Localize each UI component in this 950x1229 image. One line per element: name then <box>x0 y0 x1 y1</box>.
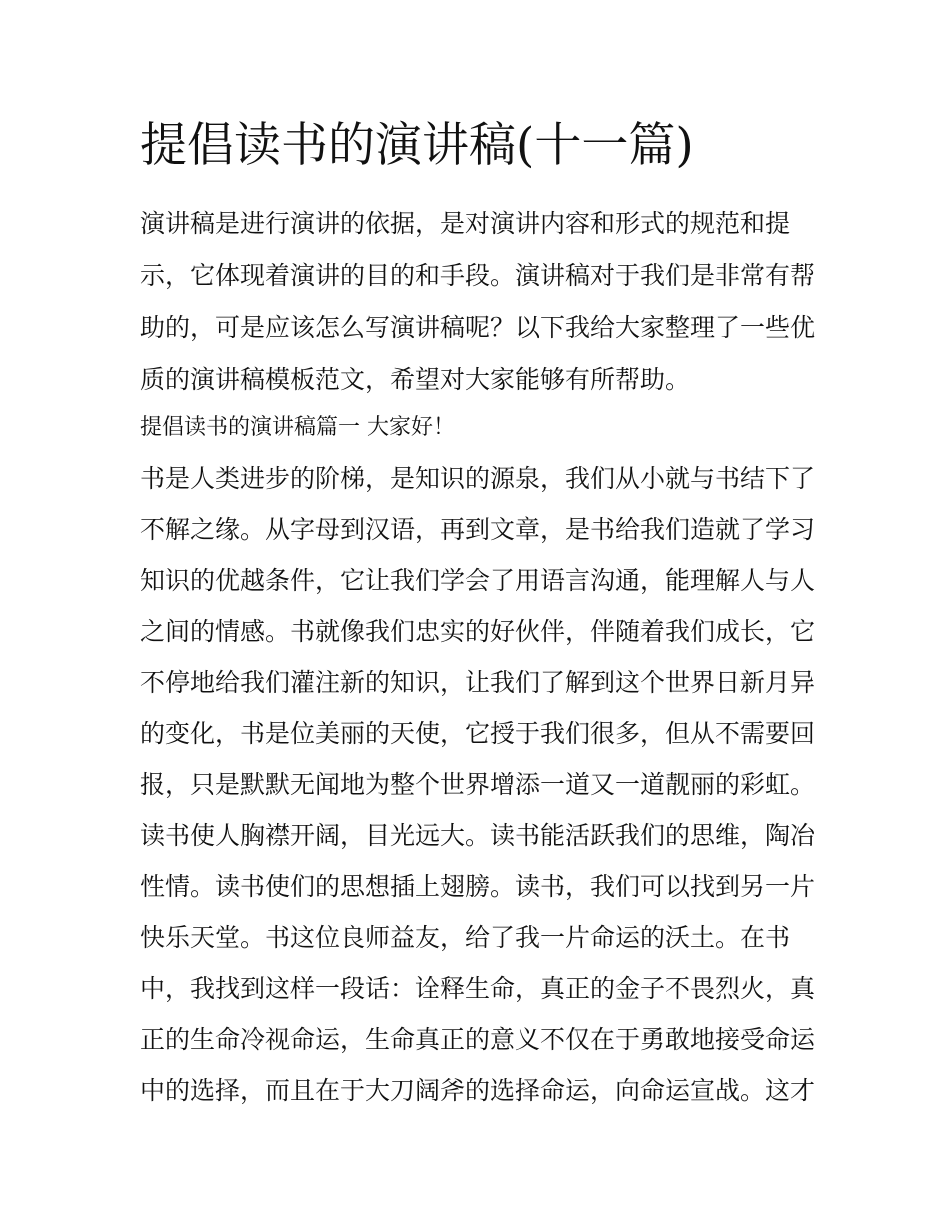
body-line-2: 不解之缘。从字母到汉语，再到文章，是书给我们造就了学习 <box>140 515 816 544</box>
body-line-3: 知识的优越条件，它让我们学会了用语言沟通，能理解人与人 <box>140 566 816 595</box>
body-line-11: 中，我找到这样一段话：诠释生命，真正的金子不畏烈火，真 <box>140 974 816 1003</box>
body-line-8: 读书使人胸襟开阔，目光远大。读书能活跃我们的思维，陶冶 <box>140 821 816 850</box>
body-line-13: 中的选择，而且在于大刀阔斧的选择命运，向命运宣战。这才 <box>140 1076 816 1105</box>
body-line-12: 正的生命冷视命运，生命真正的意义不仅在于勇敢地接受命运 <box>140 1025 816 1054</box>
body-line-9: 性情。读书使们的思想插上翅膀。读书，我们可以找到另一片 <box>140 872 816 901</box>
document-title: 提倡读书的演讲稿(十一篇) <box>140 118 694 173</box>
body-line-1: 书是人类进步的阶梯，是知识的源泉，我们从小就与书结下了 <box>140 464 816 493</box>
body-line-7: 报，只是默默无闻地为整个世界增添一道又一道靓丽的彩虹。 <box>140 770 816 799</box>
section-heading: 提倡读书的演讲稿篇一 大家好！ <box>140 415 455 440</box>
body-line-6: 的变化，书是位美丽的天使，它授于我们很多，但从不需要回 <box>140 719 816 748</box>
body-line-10: 快乐天堂。书这位良师益友，给了我一片命运的沃土。在书 <box>140 923 791 952</box>
intro-line-4: 质的演讲稿模板范文，希望对大家能够有所帮助。 <box>140 365 691 394</box>
body-line-4: 之间的情感。书就像我们忠实的好伙伴，伴随着我们成长，它 <box>140 617 816 646</box>
intro-line-2: 示，它体现着演讲的目的和手段。演讲稿对于我们是非常有帮 <box>140 261 816 290</box>
intro-line-1: 演讲稿是进行演讲的依据，是对演讲内容和形式的规范和提 <box>140 209 791 238</box>
intro-line-3: 助的，可是应该怎么写演讲稿呢？以下我给大家整理了一些优 <box>140 313 816 342</box>
body-line-5: 不停地给我们灌注新的知识，让我们了解到这个世界日新月异 <box>140 668 816 697</box>
